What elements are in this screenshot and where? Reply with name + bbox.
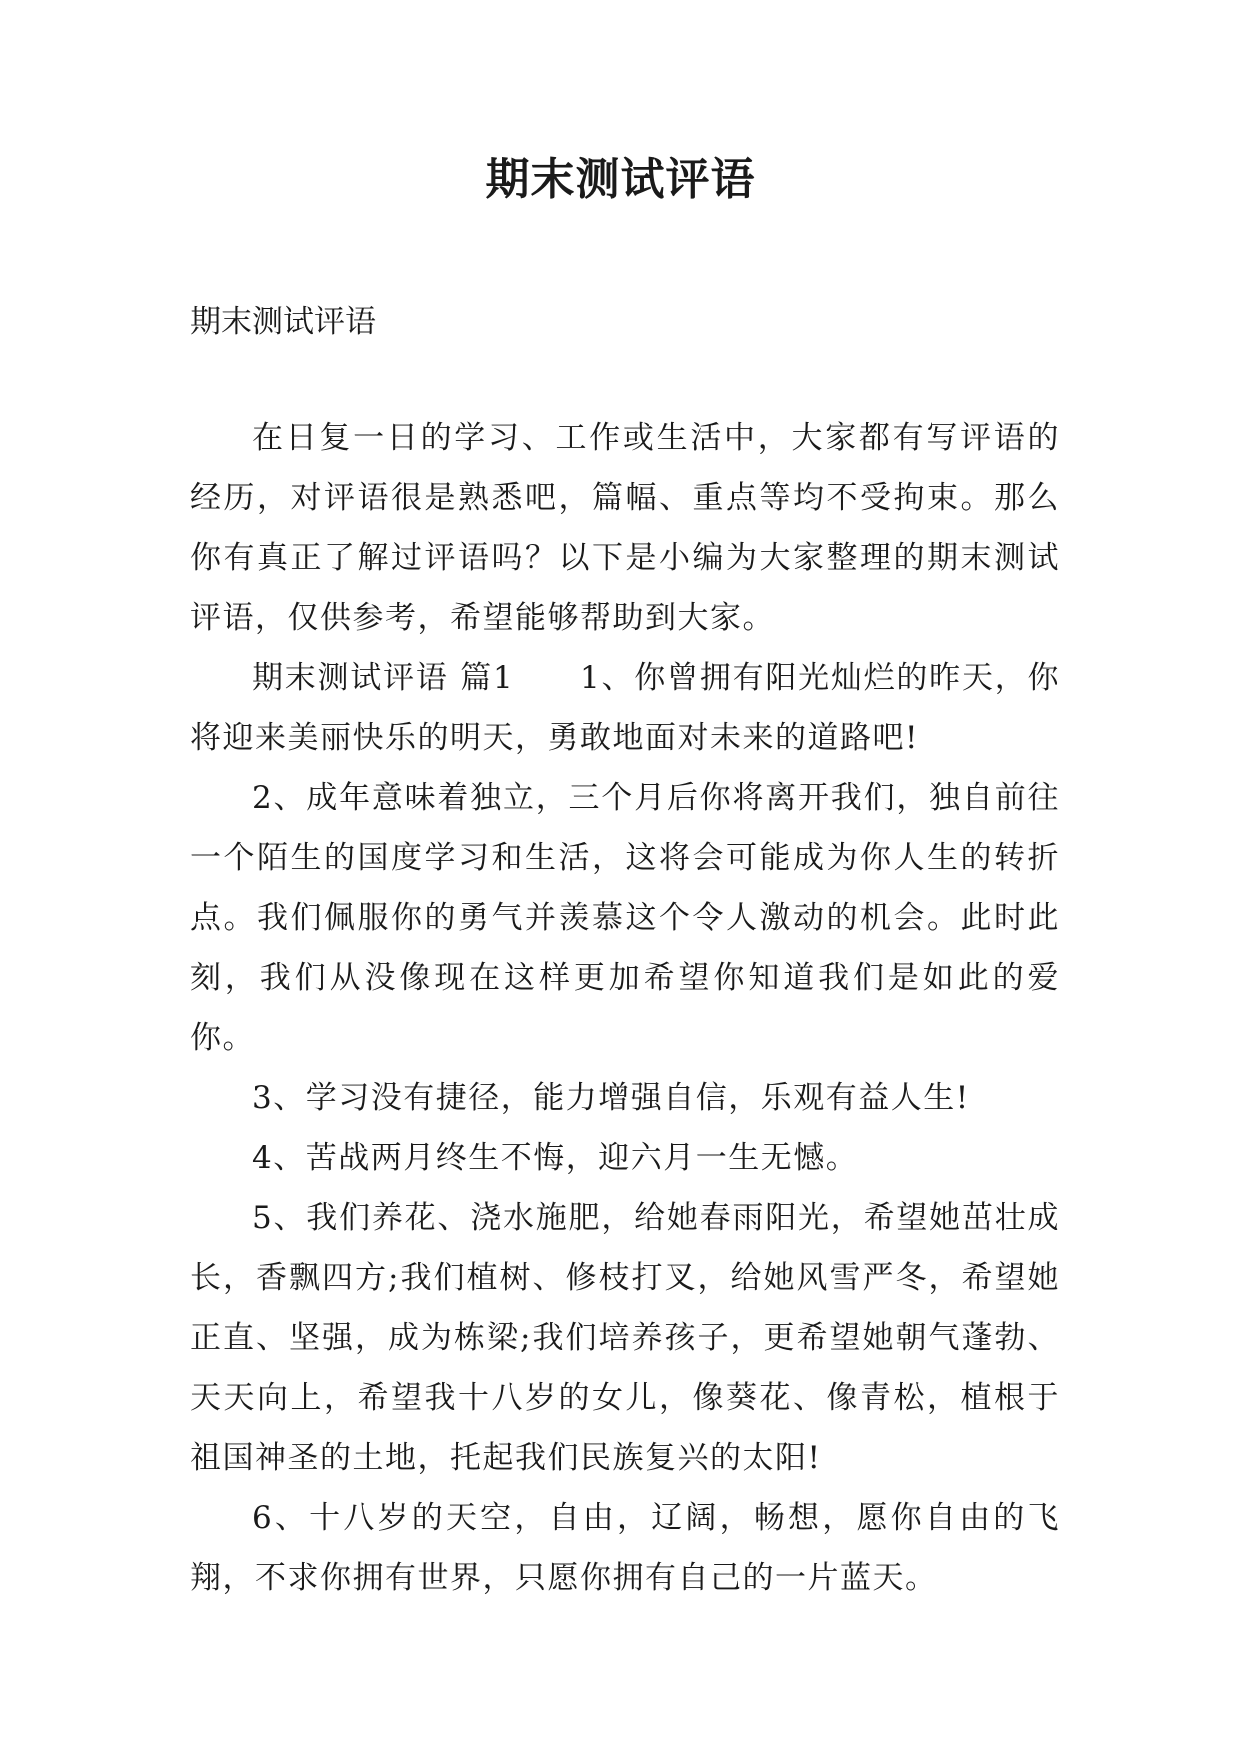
comment-paragraph-2: 2、成年意味着独立，三个月后你将离开我们，独自前往一个陌生的国度学习和生活，这将会可能成为你人生的转折点。我们佩服你的勇气并羡慕这个令人激动的机会。此时此刻，我们从没像现在这样更加希望你知道我们是如此的爱你。 xyxy=(190,780,1060,1056)
comment-paragraph-6: 6、十八岁的天空，自由，辽阔，畅想，愿你自由的飞翔，不求你拥有世界，只愿你拥有自己的一片蓝天。 xyxy=(190,1500,1060,1596)
document-body xyxy=(190,292,1060,1608)
comment-paragraph-3: 3、学习没有捷径，能力增强自信，乐观有益人生! xyxy=(252,1080,970,1116)
document-subtitle: 期末测试评语 xyxy=(190,304,376,340)
comment-paragraph-5: 5、我们养花、浇水施肥，给她春雨阳光，希望她茁壮成长，香飘四方;我们植树、修枝打叉，给她风雪严冬，希望她正直、坚强，成为栋梁;我们培养孩子，更希望她朝气蓬勃、天天向上，希望我十八岁的女儿，像葵花、像青松，植根于祖国神圣的土地，托起我们民族复兴的太阳! xyxy=(190,1200,1060,1476)
comment-paragraph-4: 4、苦战两月终生不悔，迎六月一生无憾。 xyxy=(252,1140,859,1176)
intro-paragraph: 在日复一日的学习、工作或生活中，大家都有写评语的经历，对评语很是熟悉吧，篇幅、重点等均不受拘束。那么你有真正了解过评语吗？以下是小编为大家整理的期末测试评语，仅供参考，希望能够帮助到大家。 xyxy=(190,420,1060,636)
document-title: 期末测试评语 xyxy=(485,154,756,205)
comment-paragraph-1: 期末测试评语 篇1 1、你曾拥有阳光灿烂的昨天，你将迎来美丽快乐的明天，勇敢地面对未来的道路吧! xyxy=(190,660,1060,756)
